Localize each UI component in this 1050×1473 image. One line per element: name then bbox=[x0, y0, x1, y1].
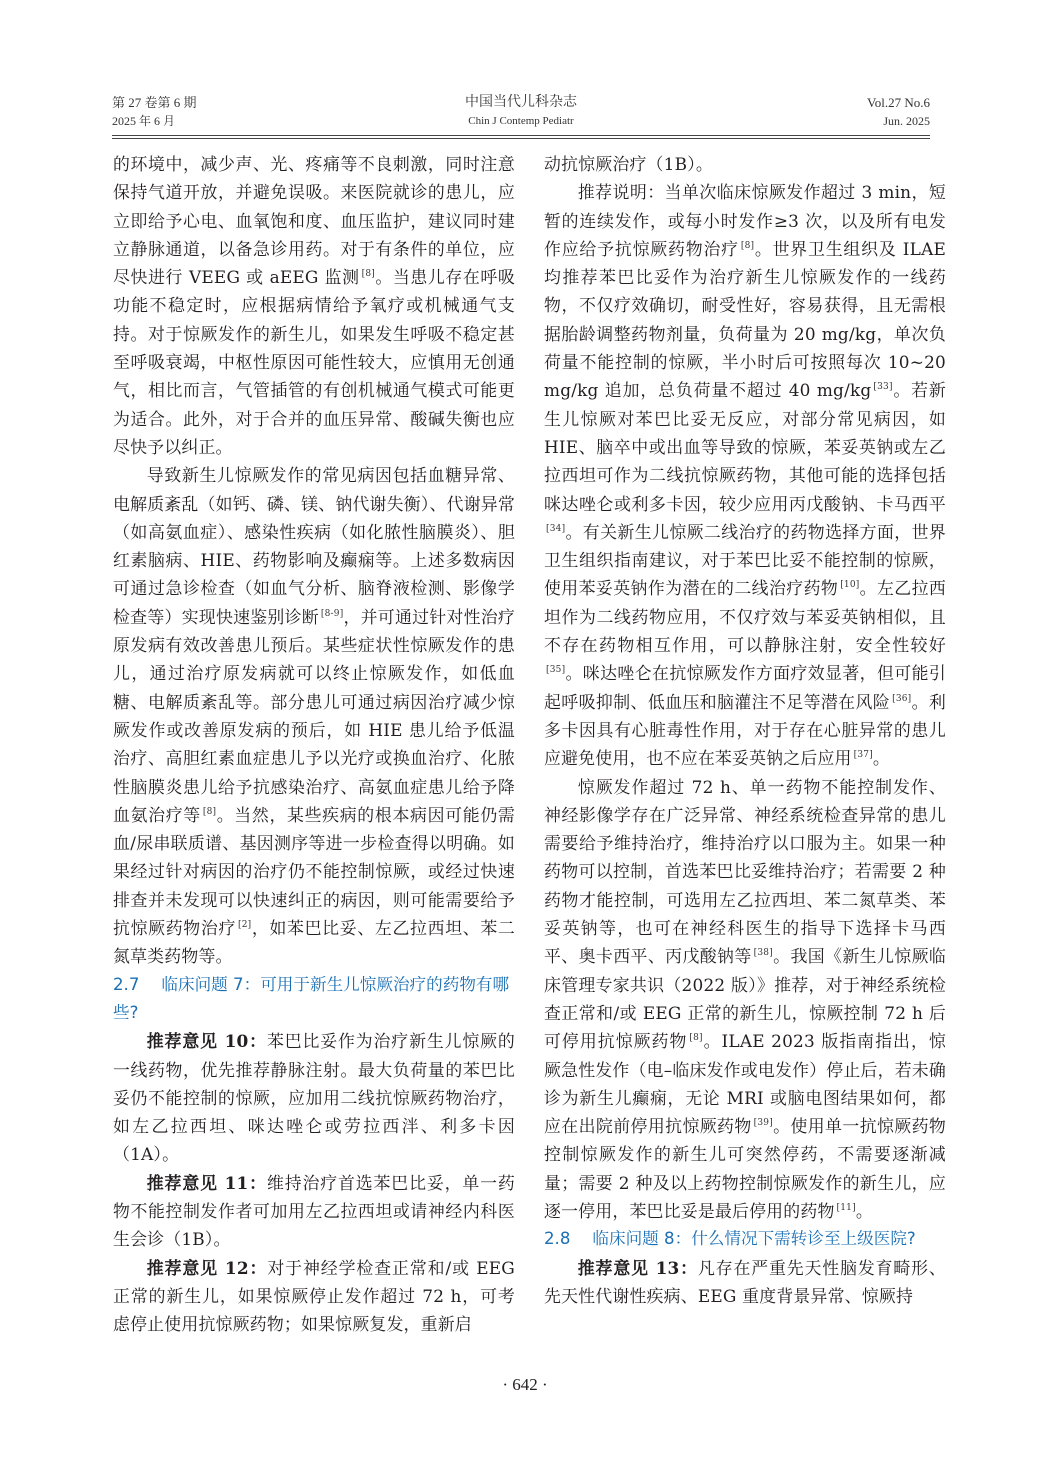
text-run: ，如苯巴比妥、左乙拉西坦、苯二氮草类药物等。 bbox=[113, 918, 516, 967]
text-run: 。有关新生儿惊厥二线治疗的药物选择方面，世界卫生组织指南建议，对于苯巴比妥不能控制的惊厥，使用苯妥英钠作为潜在的二线治疗药物 bbox=[544, 521, 946, 599]
section-number: 2.7 bbox=[113, 974, 140, 994]
citation-ref[interactable]: [37] bbox=[853, 750, 873, 761]
citation-ref[interactable]: [2] bbox=[238, 920, 252, 931]
citation-ref[interactable]: [10] bbox=[840, 580, 860, 591]
recommendation-label: 推荐意见 12： bbox=[146, 1257, 268, 1278]
recommendation-text: 凡存在严重先天性脑发育畸形、先天性代谢性疾病、EEG 重度背景异常、惊厥持 bbox=[544, 1257, 946, 1306]
text-run: 。世界卫生组织及 ILAE 均推荐苯巴比妥作为治疗新生儿惊厥发作的一线药物，不仅疗效确切，耐受性好，容易获得，且无需根据胎龄调整药物剂量，负荷量为 20 mg/kg，单次负荷量不能控制的惊厥，半小时后可按照每次 10~20 mg/kg 追加，总负荷量不超过 40 mg/kg bbox=[544, 238, 946, 401]
section-number: 2.8 bbox=[544, 1229, 571, 1249]
text-run: 。咪达唑仑在抗惊厥发作方面疗效显著，但可能引起呼吸抑制、低血压和脑灌注不足等潜在风险 bbox=[544, 663, 946, 712]
citation-ref[interactable]: [8] bbox=[202, 806, 217, 817]
recommendation-label: 推荐意见 10： bbox=[146, 1031, 267, 1052]
paragraph-recommendation-explanation bbox=[544, 178, 946, 772]
paragraph-etiology bbox=[113, 461, 515, 970]
issue-info-en bbox=[867, 94, 930, 131]
section-heading-2-7 bbox=[113, 971, 515, 1028]
text-run: 。 bbox=[855, 1200, 873, 1221]
recommendation-12 bbox=[113, 1254, 515, 1339]
text-run: 。当患儿存在呼吸功能不稳定时，应根据病情给予氧疗或机械通气支持。对于惊厥发作的新生儿，如果发生呼吸不稳定甚至呼吸衰竭，中枢性原因可能性较大，应慎用无创通气，相比而言，气管插管的有创机械通气模式可能更为适合。此外，对于合并的血压异常、酸碱失衡也应尽快予以纠正。 bbox=[113, 267, 515, 457]
recommendation-text: 维持治疗首选苯巴比妥，单一药物不能控制发作者可加用左乙拉西坦或请神经内科医生会诊（1B）。 bbox=[113, 1172, 515, 1250]
text-run: 的环境中，减少声、光、疼痛等不良刺激，同时注意保持气道开放，并避免误吸。来医院就诊的患儿，应立即给予心电、血氧饱和度、血压监护，建议同时建立静脉通道，以备急诊用药。对于有条件的单位，应尽快进行 VEEG 或 aEEG 监测 bbox=[113, 154, 515, 288]
recommendation-11 bbox=[113, 1169, 515, 1254]
citation-ref[interactable]: [36] bbox=[892, 693, 912, 704]
citation-ref[interactable]: [35] bbox=[546, 665, 566, 676]
citation-ref[interactable]: [33] bbox=[873, 382, 893, 393]
citation-ref[interactable]: [11] bbox=[836, 1202, 856, 1213]
running-header bbox=[112, 94, 930, 134]
paragraph-emergency-care bbox=[113, 150, 515, 461]
citation-ref[interactable]: [8] bbox=[740, 240, 755, 251]
text-run: 。使用单一抗惊厥药物控制惊厥发作的新生儿可突然停药，不需要逐渐减量；需要 2 种及以上药物控制惊厥发作的新生儿，应逐一停用，苯巴比妥是最后停用的药物 bbox=[544, 1116, 947, 1221]
text-run: 。利多卡因具有心脏毒性作用，对于存在心脏异常的患儿应避免使用，也不应在苯妥英钠之后应用 bbox=[544, 691, 947, 769]
header-double-rule bbox=[112, 135, 930, 139]
paragraph-maintenance-therapy bbox=[544, 773, 946, 1226]
recommendation-text: 对于神经学检查正常和/或 EEG 正常的新生儿，如果惊厥停止发作超过 72 h，可考虑停止使用抗惊厥药物；如果惊厥复发，重新启 bbox=[113, 1257, 515, 1335]
recommendation-label: 推荐意见 11： bbox=[146, 1172, 267, 1193]
text-run: 。ILAE 2023 版指南指出，惊厥急性发作（电–临床发作或电发作）停止后，若未确诊为新生儿癫痫，无论 MRI 或脑电图结果如何，都应在出院前停用抗惊厥药物 bbox=[544, 1031, 946, 1137]
text-run: 。 bbox=[872, 748, 891, 769]
volume-issue: 第 27 卷第 6 期 bbox=[112, 95, 197, 110]
recommendation-text: 苯巴比妥作为治疗新生儿惊厥的一线药物，优先推荐静脉注射。最大负荷量的苯巴比妥仍不能控制的惊厥，应加用二线抗惊厥药物治疗，如左乙拉西坦、咪达唑仑或劳拉西泮、利多卡因（1A）。 bbox=[113, 1031, 515, 1165]
citation-ref[interactable]: [8] bbox=[689, 1033, 703, 1044]
text-run: 。当然，某些疾病的根本病因可能仍需血/尿串联质谱、基因测序等进一步检查得以明确。如果经过针对病因的治疗仍不能控制惊厥，或经过快速排查并未发现可以快速纠正的病因，则可能需要给予抗惊厥药物治疗 bbox=[113, 804, 515, 939]
citation-ref[interactable]: [34] bbox=[546, 523, 566, 534]
volume-issue-en: Vol.27 No.6 bbox=[867, 95, 930, 110]
text-run: 。我国《新生儿惊厥临床管理专家共识（2022 版）》推荐，对于神经系统检查正常和/或 EEG 正常的新生儿，惊厥控制 72 h 后可停用抗惊厥药物 bbox=[544, 946, 947, 1052]
citation-ref[interactable]: [38] bbox=[753, 948, 773, 959]
recommendation-10 bbox=[113, 1027, 515, 1168]
text-run: 。左乙拉西坦作为二线药物应用，不仅疗效与苯妥英钠相似，且不存在药物相互作用，可以静脉注射，安全性较好 bbox=[544, 578, 946, 656]
recommendation-label: 推荐意见 13： bbox=[577, 1257, 698, 1278]
journal-title-cn: 中国当代儿科杂志 bbox=[465, 95, 577, 110]
issue-date-en: Jun. 2025 bbox=[883, 114, 930, 128]
paragraph-continuation: 动抗惊厥治疗（1B）。 bbox=[544, 154, 713, 174]
recommendation-13 bbox=[544, 1254, 946, 1311]
page-number: · 642 · bbox=[502, 1375, 548, 1394]
right-column bbox=[544, 150, 946, 1310]
section-title: 临床问题 7：可用于新生儿惊厥治疗的药物有哪些? bbox=[113, 974, 510, 1022]
section-heading-2-8 bbox=[544, 1225, 946, 1253]
section-title: 临床问题 8：什么情况下需转诊至上级医院? bbox=[592, 1229, 916, 1249]
text-run: 推荐说明：当单次临床惊厥发作超过 3 min，短暂的连续发作，或每小时发作≥3 次，以及所有电发作应给予抗惊厥药物治疗 bbox=[544, 182, 946, 259]
journal-title-block bbox=[112, 94, 930, 131]
text-run: 惊厥发作超过 72 h、单一药物不能控制发作、神经影像学存在广泛异常、神经系统检查异常的患儿需要给予维持治疗，维持治疗以口服为主。如果一种药物可以控制，首选苯巴比妥维持治疗；若需要 2 种药物才能控制，可选用左乙拉西坦、苯二氮草类、苯妥英钠等，也可在神经科医生的指导下选择卡马西平、奥卡西平、丙戊酸钠等 bbox=[544, 776, 946, 967]
citation-ref[interactable]: [39] bbox=[753, 1118, 773, 1129]
left-column bbox=[113, 150, 515, 1338]
text-run: ，并可通过针对性治疗原发病有效改善患儿预后。某些症状性惊厥发作的患儿，通过治疗原发病就可以终止惊厥发作，如低血糖、电解质紊乱等。部分患儿可通过病因治疗减少惊厥发作或改善原发病的预后，如 HIE 患儿给予低温治疗、高胆红素血症患儿予以光疗或换血治疗、化脓性脑膜炎患儿给予抗感染治疗、高氨血症患儿给予降血氨治疗等 bbox=[113, 606, 516, 825]
citation-ref[interactable]: [8] bbox=[361, 269, 375, 280]
text-run: 导致新生儿惊厥发作的常见病因包括血糖异常、电解质紊乱（如钙、磷、镁、钠代谢失衡）、代谢异常（如高氨血症）、感染性疾病（如化脓性脑膜炎）、胆红素脑病、HIE、药物影响及癫痫等。上述多数病因可通过急诊检查（如血气分析、脑脊液检测、影像学检查等）实现快速鉴别诊断 bbox=[113, 465, 515, 627]
citation-ref[interactable]: [8-9] bbox=[320, 608, 344, 619]
journal-title-en: Chin J Contemp Pediatr bbox=[468, 115, 574, 127]
text-run: 。若新生儿惊厥对苯巴比妥无反应，对部分常见病因，如 HIE、脑卒中或出血等导致的惊厥，苯妥英钠或左乙拉西坦可作为二线抗惊厥药物，其他可能的选择包括咪达唑仑或利多卡因，较少应用丙戊酸钠、卡马西平 bbox=[544, 380, 946, 514]
issue-date: 2025 年 6 月 bbox=[112, 114, 176, 128]
